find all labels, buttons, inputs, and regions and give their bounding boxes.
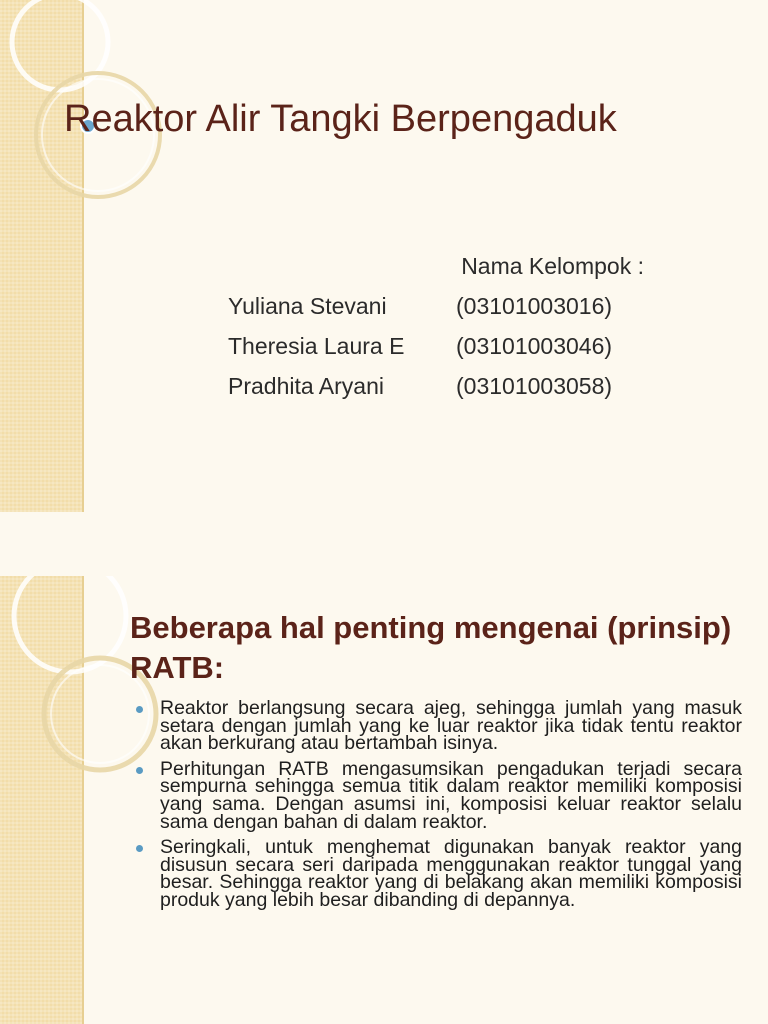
- bullet-item: [130, 836, 742, 911]
- member-row: [228, 292, 658, 332]
- slide-2: [0, 576, 768, 1024]
- member-nim: (03101003016): [456, 293, 613, 319]
- bullet-text: Reaktor berlangsung secara ajeg, sehingga jumlah yang masuk setara dengan jumlah yang ke luar reaktor jika tidak tentu reaktor akan berkurang atau bertambah isinya.: [160, 697, 742, 755]
- slide-title: Reaktor Alir Tangki Berpengaduk: [64, 98, 617, 140]
- bullet-item: [130, 697, 742, 755]
- bullet-item: [130, 757, 742, 833]
- slide-gap: [0, 512, 768, 576]
- member-row: [228, 372, 658, 412]
- member-row: [228, 332, 658, 372]
- bullet-icon: [136, 706, 143, 713]
- bullet-list: [130, 697, 742, 918]
- bullet-text: Seringkali, untuk menghemat digunakan banyak reaktor yang disusun secara seri daripada menggunakan reaktor tunggal yang besar. Sehingga reaktor yang di belakang akan memiliki komposisi produk yang lebih besar dibanding di depannya.: [160, 836, 742, 911]
- member-nim: (03101003046): [456, 333, 613, 359]
- bullet-icon: [136, 845, 143, 852]
- bullet-text: Perhitungan RATB mengasumsikan pengadukan terjadi secara sempurna sehingga semua titik dalam reaktor memiliki komposisi yang sama. Dengan asumsi ini, komposisi keluar reaktor selalu sama dengan bahan di dalam reaktor.: [160, 757, 742, 833]
- bullet-icon: [136, 767, 143, 774]
- member-nim: (03101003058): [456, 373, 613, 399]
- members-block: [228, 252, 658, 412]
- member-name: Theresia Laura E: [228, 333, 405, 359]
- member-name: Pradhita Aryani: [228, 373, 384, 399]
- member-name: Yuliana Stevani: [228, 293, 387, 319]
- slide-title: Beberapa hal penting mengenai (prinsip) RATB:: [130, 610, 732, 685]
- members-header: Nama Kelompok :: [461, 253, 644, 279]
